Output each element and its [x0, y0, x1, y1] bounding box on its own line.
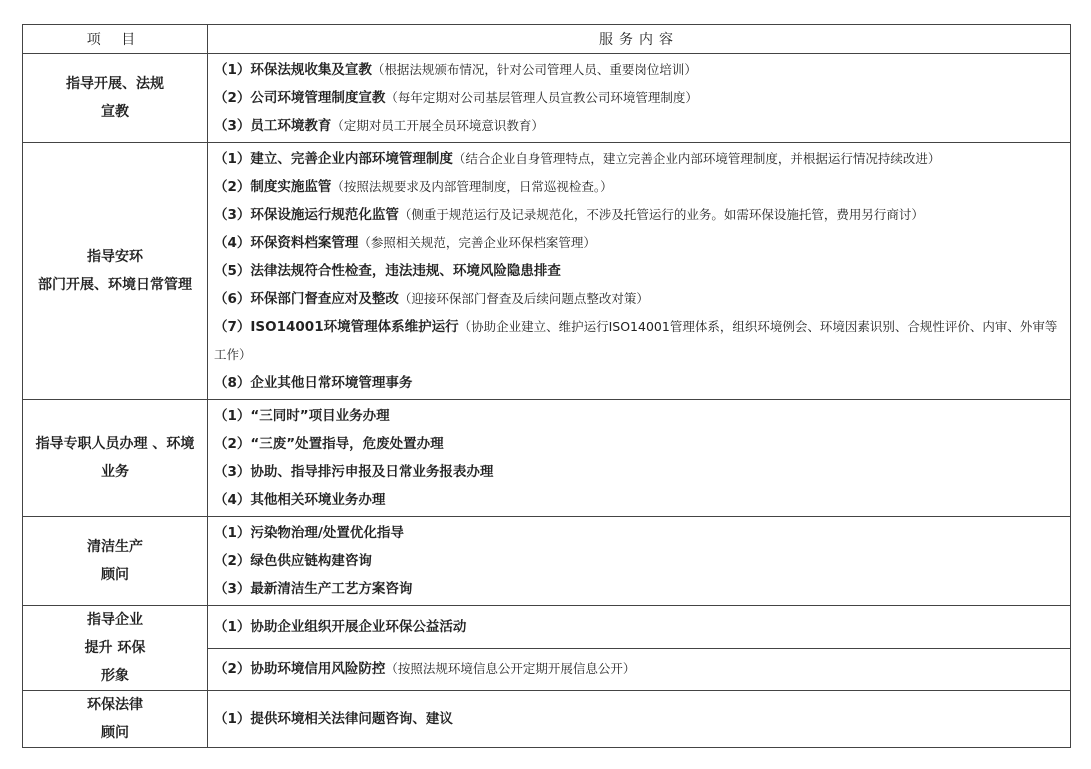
list-item: （5）法律法规符合性检查，违法违规、环境风险隐患排查 — [214, 263, 561, 279]
list-item: （2）绿色供应链构建咨询 — [214, 553, 372, 569]
service-table — [22, 24, 1071, 748]
category-cell — [23, 691, 208, 748]
category-line: 指导开展、法规 — [66, 76, 164, 92]
category-cell — [23, 517, 208, 606]
list-item: （2）制度实施监管（按照法规要求及内部管理制度，日常巡视检查。） — [214, 179, 613, 195]
category-line: 指导安环 — [87, 249, 143, 265]
list-item: （2）“三废”处置指导，危废处置办理 — [214, 436, 444, 452]
list-item: （2）公司环境管理制度宣教（每年定期对公司基层管理人员宣教公司环境管理制度） — [214, 90, 698, 106]
list-item: （3）员工环境教育（定期对员工开展全员环境意识教育） — [214, 118, 544, 134]
category-cell — [23, 143, 208, 400]
content-cell — [208, 648, 1071, 691]
list-item: （4）环保资料档案管理（参照相关规范，完善企业环保档案管理） — [214, 235, 596, 251]
list-item: （7）ISO14001环境管理体系维护运行（协助企业建立、维护运行ISO14001管理体系，组织环境例会、环境因素识别、合规性评价、内审、外审等工作） — [214, 319, 1058, 362]
category-line: 清洁生产 — [87, 539, 143, 555]
header-row — [23, 25, 1071, 54]
category-line: 形象 — [101, 668, 129, 684]
list-item: （3）协助、指导排污申报及日常业务报表办理 — [214, 464, 494, 480]
content-cell — [208, 54, 1071, 143]
list-item: （1）“三同时”项目业务办理 — [214, 408, 390, 424]
category-cell — [23, 400, 208, 517]
table-row — [23, 54, 1071, 143]
category-line: 指导企业 — [87, 612, 143, 628]
category-line: 顾问 — [101, 567, 129, 583]
list-item: （2）协助环境信用风险防控（按照法规环境信息公开定期开展信息公开） — [214, 661, 636, 678]
content-cell — [208, 400, 1071, 517]
table-row — [23, 606, 1071, 649]
list-item: （1）环保法规收集及宣教（根据法规颁布情况，针对公司管理人员、重要岗位培训） — [214, 62, 697, 78]
list-item: （3）环保设施运行规范化监管（侧重于规范运行及记录规范化，不涉及托管运行的业务。如需环保设施托管，费用另行商讨） — [214, 207, 924, 223]
category-line: 部门开展、环境日常管理 — [38, 277, 192, 293]
table-row — [23, 143, 1071, 400]
content-cell — [208, 691, 1071, 748]
header-content: 服务内容 — [208, 25, 1071, 54]
table-row — [23, 691, 1071, 748]
list-item: （1）提供环境相关法律问题咨询、建议 — [214, 711, 453, 727]
category-line: 顾问 — [101, 725, 129, 741]
category-line: 环保法律 — [87, 697, 143, 713]
table-row — [23, 517, 1071, 606]
category-cell — [23, 606, 208, 691]
content-cell — [208, 606, 1071, 649]
list-item: （1）协助企业组织开展企业环保公益活动 — [214, 618, 467, 635]
header-item: 项 目 — [23, 25, 208, 54]
content-cell — [208, 143, 1071, 400]
list-item: （4）其他相关环境业务办理 — [214, 492, 386, 508]
list-item: （1）污染物治理/处置优化指导 — [214, 525, 404, 541]
category-cell — [23, 54, 208, 143]
list-item: （8）企业其他日常环境管理事务 — [214, 375, 413, 391]
category-line: 提升 环保 — [84, 640, 146, 656]
category-line: 业务 — [101, 464, 129, 480]
list-item: （3）最新清洁生产工艺方案咨询 — [214, 581, 413, 597]
content-cell — [208, 517, 1071, 606]
list-item: （6）环保部门督查应对及整改（迎接环保部门督查及后续问题点整改对策） — [214, 291, 649, 307]
table-row — [23, 400, 1071, 517]
category-line: 指导专职人员办理 、环境 — [35, 436, 195, 452]
category-line: 宣教 — [101, 104, 129, 120]
list-item: （1）建立、完善企业内部环境管理制度（结合企业自身管理特点，建立完善企业内部环境管理制度，并根据运行情况持续改进） — [214, 151, 941, 167]
